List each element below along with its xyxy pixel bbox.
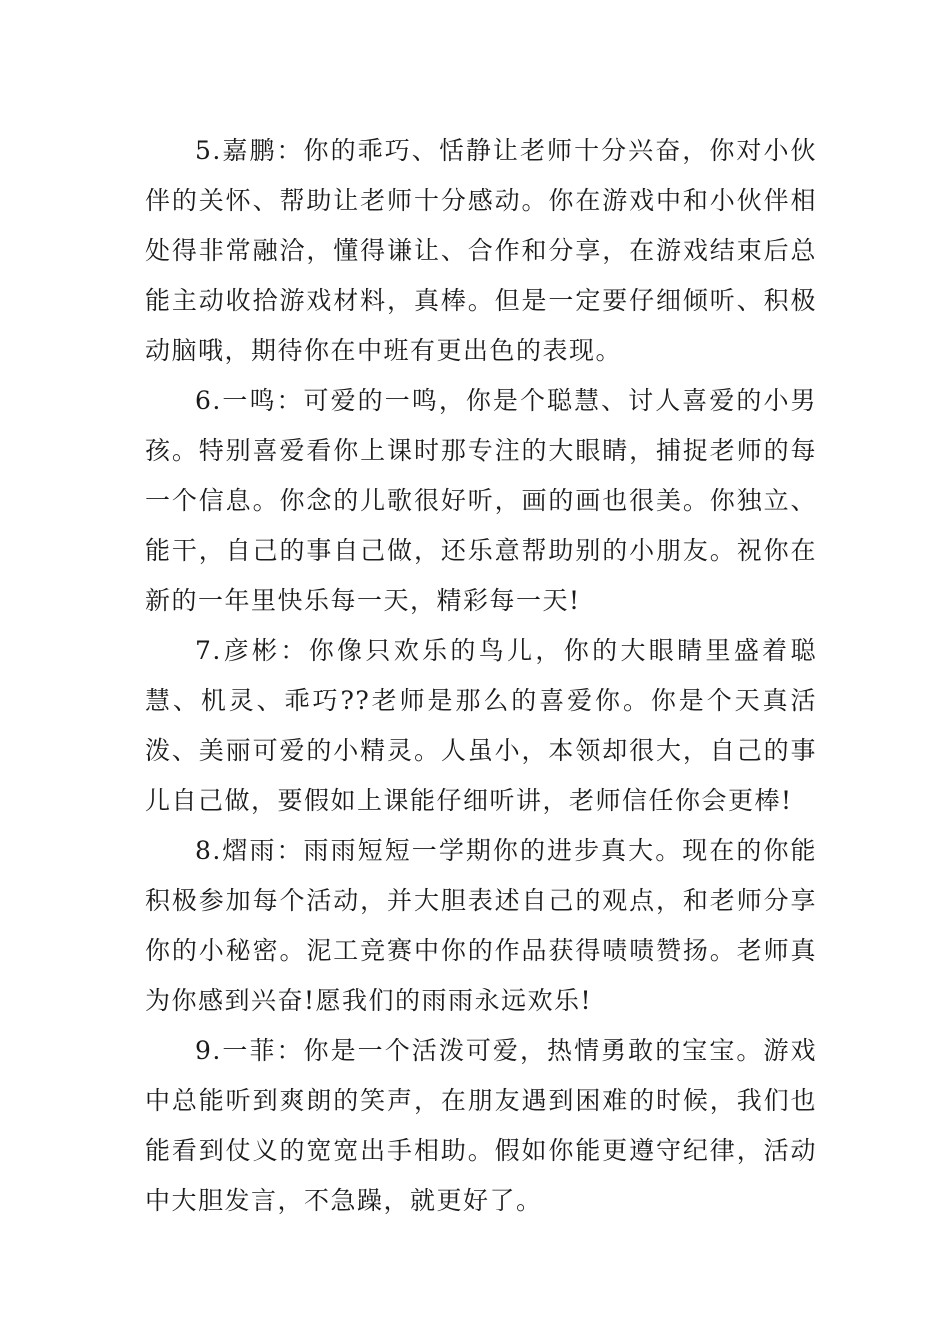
comment-paragraph-6: 6.一鸣：可爱的一鸣，你是个聪慧、讨人喜爱的小男孩。特别喜爱看你上课时那专注的大眼睛，捕捉老师的每一个信息。你念的儿歌很好听，画的画也很美。你独立、能干，自己的事自己做，还乐意帮助别的小朋友。祝你在新的一年里快乐每一天，精彩每一天! [145,386,817,615]
document-body [145,126,817,1226]
comment-paragraph-7: 7.彦彬：你像只欢乐的鸟儿，你的大眼睛里盛着聪慧、机灵、乖巧??老师是那么的喜爱你。你是个天真活泼、美丽可爱的小精灵。人虽小，本领却很大，自己的事儿自己做，要假如上课能仔细听讲，老师信任你会更棒! [145,636,817,815]
comment-paragraph-8: 8.熠雨：雨雨短短一学期你的进步真大。现在的你能积极参加每个活动，并大胆表述自己的观点，和老师分享你的小秘密。泥工竞赛中你的作品获得啧啧赞扬。老师真为你感到兴奋!愿我们的雨雨永远欢乐! [145,836,817,1015]
comment-paragraph-9: 9.一菲：你是一个活泼可爱，热情勇敢的宝宝。游戏中总能听到爽朗的笑声，在朋友遇到困难的时候，我们也能看到仗义的宽宽出手相助。假如你能更遵守纪律，活动中大胆发言，不急躁，就更好了。 [145,1036,817,1215]
comment-paragraph-5: 5.嘉鹏：你的乖巧、恬静让老师十分兴奋，你对小伙伴的关怀、帮助让老师十分感动。你在游戏中和小伙伴相处得非常融洽，懂得谦让、合作和分享，在游戏结束后总能主动收拾游戏材料，真棒。但是一定要仔细倾听、积极动脑哦，期待你在中班有更出色的表现。 [145,136,817,365]
